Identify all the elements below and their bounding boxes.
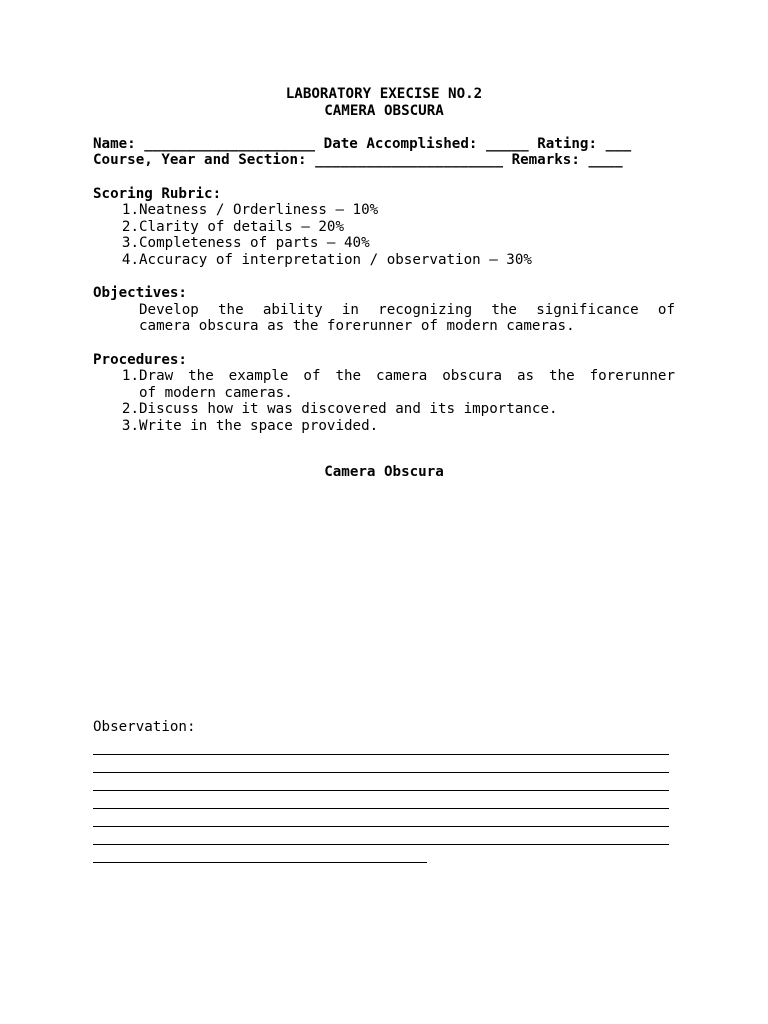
title-line-1: LABORATORY EXECISE NO.2: [285, 86, 483, 102]
name-blank: ____________________: [144, 135, 316, 152]
observation-line-short[interactable]: [93, 845, 427, 863]
rating-blank: ___: [605, 135, 632, 152]
procedure-item-number: 3.: [121, 417, 139, 434]
observation-line[interactable]: [93, 773, 669, 791]
observation-label: Observation:: [93, 718, 196, 735]
course-label: Course, Year and Section:: [93, 152, 307, 169]
objectives-text-line-1: Develop the ability in recognizing the significance of: [139, 301, 675, 318]
procedure-item: [93, 418, 675, 435]
rubric-item: [93, 219, 675, 236]
date-accomplished-label: Date Accomplished:: [323, 135, 478, 152]
rating-label: Rating:: [537, 135, 598, 152]
date-blank: _____: [485, 135, 529, 152]
procedure-item-text: Draw the example of the camera obscura as the forerunner: [139, 368, 675, 385]
procedure-item-text: Discuss how it was discovered and its importance.: [139, 401, 558, 418]
rubric-item-number: 3.: [121, 235, 139, 252]
rubric-item: [93, 252, 675, 269]
observation-line[interactable]: [93, 827, 669, 845]
rubric-item-number: 1.: [121, 202, 139, 219]
rubric-heading: Scoring Rubric:: [93, 185, 222, 202]
rubric-item-text: Completeness of parts – 40%: [139, 235, 370, 252]
name-date-rating-row: [93, 136, 675, 153]
procedure-item-text: Write in the space provided.: [139, 417, 379, 434]
drawing-caption: Camera Obscura: [324, 464, 444, 481]
observation-line[interactable]: [93, 737, 669, 755]
procedure-item-number: 2.: [121, 401, 139, 418]
observation-lines[interactable]: [93, 737, 675, 863]
procedures-list: [93, 368, 675, 434]
rubric-item-text: Neatness / Orderliness – 10%: [139, 202, 379, 219]
observation-line[interactable]: [93, 809, 669, 827]
rubric-item-text: Clarity of details – 20%: [139, 218, 344, 235]
rubric-item: [93, 202, 675, 219]
remarks-blank: ____: [588, 152, 623, 169]
worksheet-page: [93, 86, 675, 863]
observation-line[interactable]: [93, 791, 669, 809]
procedures-heading: Procedures:: [93, 351, 187, 368]
objectives-text-line-2: camera obscura as the forerunner of modern cameras.: [139, 318, 575, 335]
course-blank: ______________________: [315, 152, 504, 169]
procedure-item-continuation: of modern cameras.: [139, 384, 293, 401]
procedure-item-number: 1.: [121, 368, 139, 385]
title-line-2: CAMERA OBSCURA: [324, 102, 444, 119]
rubric-item-number: 4.: [121, 251, 139, 268]
observation-line[interactable]: [93, 755, 669, 773]
rubric-list: [93, 202, 675, 268]
remarks-label: Remarks:: [511, 152, 580, 169]
objectives-heading: Objectives:: [93, 285, 187, 302]
procedure-item: [93, 368, 675, 385]
drawing-space[interactable]: [93, 481, 675, 719]
rubric-item-text: Accuracy of interpretation / observation – 30%: [139, 251, 532, 268]
name-label: Name:: [93, 135, 136, 152]
rubric-item-number: 2.: [121, 218, 139, 235]
rubric-item: [93, 235, 675, 252]
course-remarks-row: [93, 152, 675, 169]
procedure-item: [93, 401, 675, 418]
